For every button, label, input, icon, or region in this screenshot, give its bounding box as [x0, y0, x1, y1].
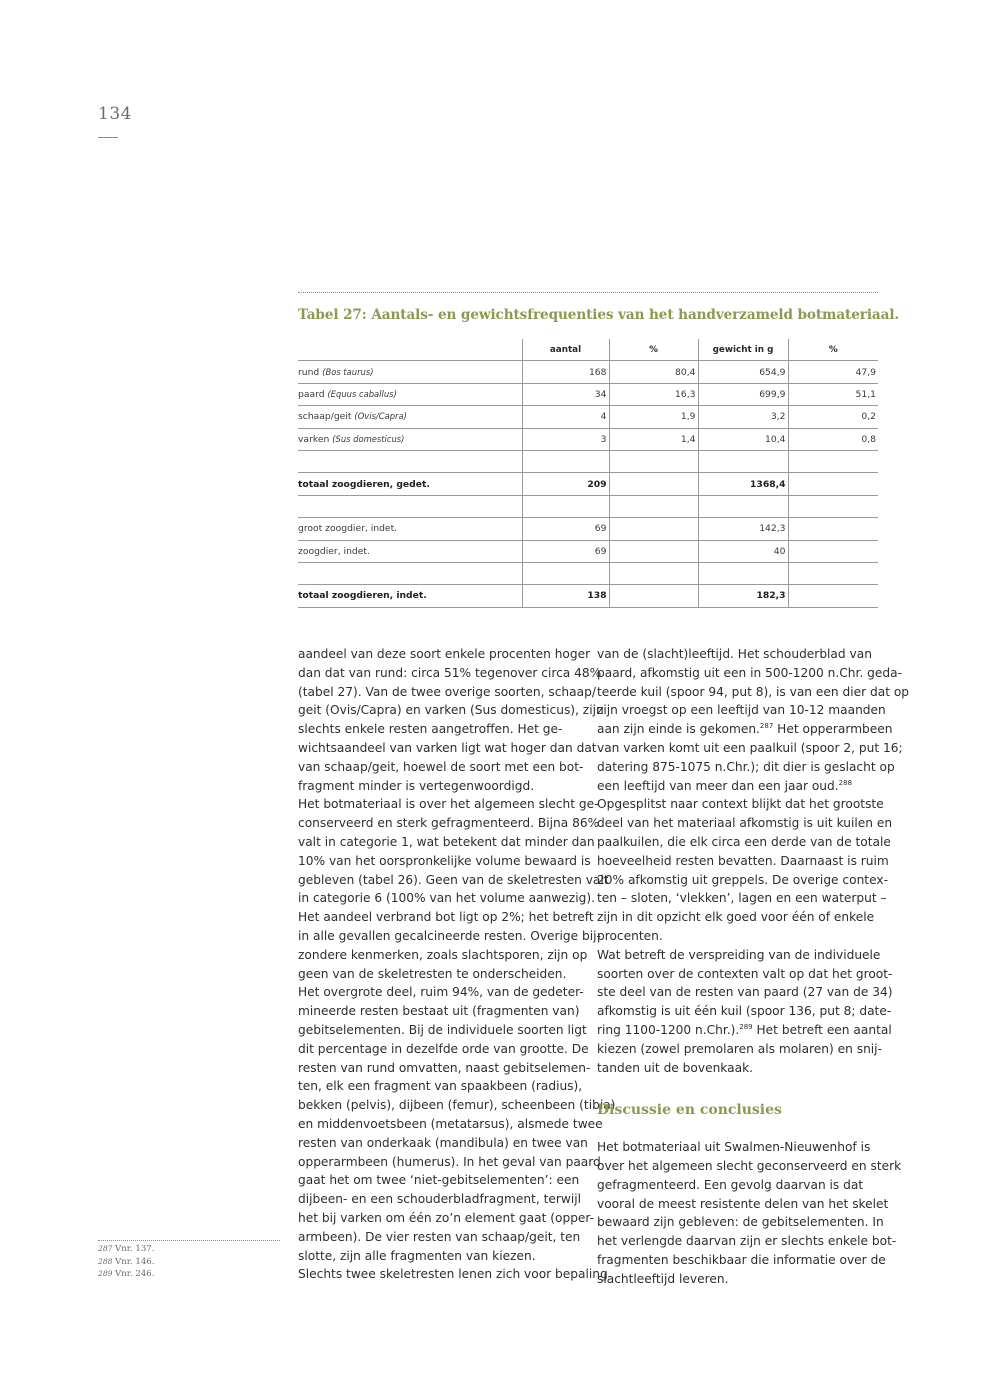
page-number-rule [98, 137, 118, 138]
cell-aantal: 209 [522, 473, 609, 495]
table-header-row [298, 339, 878, 361]
table-total-row [298, 473, 878, 495]
cell-pct-weight: 51,1 [788, 383, 878, 405]
cell-aantal: 168 [522, 361, 609, 383]
cell-aantal: 138 [522, 585, 609, 607]
cell-aantal: 3 [522, 428, 609, 450]
cell-gewicht: 40 [698, 540, 788, 562]
footnote-ref[interactable]: 289 [739, 1022, 753, 1031]
body-column-left [298, 645, 616, 1284]
table-row [298, 428, 878, 450]
table-spacer-row [298, 495, 878, 517]
table-header-pct: % [609, 339, 698, 361]
cell-gewicht: 654,9 [698, 361, 788, 383]
body-column-right [597, 645, 910, 1289]
row-label: schaap/geit (Ovis/Capra) [298, 406, 522, 428]
cell-pct-weight [788, 473, 878, 495]
cell-gewicht: 1368,4 [698, 473, 788, 495]
cell-pct-weight: 47,9 [788, 361, 878, 383]
table-row [298, 361, 878, 383]
footnote-number: 287 [98, 1244, 113, 1253]
row-label: paard (Equus caballus) [298, 383, 522, 405]
table-header-gewicht: gewicht in g [698, 339, 788, 361]
cell-pct-weight: 0,2 [788, 406, 878, 428]
footnote [98, 1243, 155, 1256]
cell-pct-weight: 0,8 [788, 428, 878, 450]
table-row [298, 406, 878, 428]
cell-pct: 1,4 [609, 428, 698, 450]
taxon-name: (Ovis/Capra) [354, 411, 407, 422]
cell-pct [609, 540, 698, 562]
table-row [298, 383, 878, 405]
table-spacer-row [298, 450, 878, 472]
table-header-aantal: aantal [522, 339, 609, 361]
footnote-number: 289 [98, 1269, 113, 1279]
footnote-text: Vnr. 137. [115, 1244, 155, 1254]
table-row [298, 518, 878, 540]
cell-pct-weight [788, 540, 878, 562]
footnote [98, 1268, 155, 1281]
cell-aantal: 69 [522, 540, 609, 562]
cell-pct-weight [788, 585, 878, 607]
footnote-rule [98, 1240, 280, 1241]
page-number: 134 [98, 104, 132, 124]
cell-pct: 1,9 [609, 406, 698, 428]
taxon-name: (Bos taurus) [322, 366, 374, 377]
cell-pct-weight [788, 518, 878, 540]
row-label: groot zoogdier, indet. [298, 518, 522, 540]
cell-gewicht: 182,3 [698, 585, 788, 607]
table-header-label [298, 339, 522, 361]
cell-gewicht: 142,3 [698, 518, 788, 540]
row-label: rund (Bos taurus) [298, 361, 522, 383]
cell-aantal: 34 [522, 383, 609, 405]
table-top-rule [298, 292, 878, 293]
row-label: totaal zoogdieren, gedet. [298, 473, 522, 495]
cell-pct: 16,3 [609, 383, 698, 405]
cell-gewicht: 10,4 [698, 428, 788, 450]
table-row [298, 540, 878, 562]
body-text-conclusion: Het botmateriaal uit Swalmen-Nieuwenhof is over het algemeen slecht geconserveerd en sterk gefragmenteerd. Een gevolg daarvan is dat vooral de meest resistente delen van het skelet bewaard zijn gebleven: de gebitselementen. In het verlengde daarvan zijn er slechts enkele bot- fragmenten beschikbaar die informatie over de slachtleeftijd leveren. [597, 1140, 902, 1286]
row-label: varken (Sus domesticus) [298, 428, 522, 450]
cell-gewicht: 699,9 [698, 383, 788, 405]
cell-pct [609, 518, 698, 540]
cell-aantal: 4 [522, 406, 609, 428]
cell-aantal: 69 [522, 518, 609, 540]
taxon-name: (Equus caballus) [327, 388, 397, 399]
table-total-row [298, 585, 878, 607]
cell-gewicht: 3,2 [698, 406, 788, 428]
section-heading: Discussie en conclusies [597, 1102, 782, 1119]
footnote-number: 288 [98, 1256, 113, 1266]
footnote-text: Vnr. 146. [115, 1256, 155, 1267]
taxon-name: (Sus domesticus) [332, 433, 405, 444]
table-caption: Tabel 27: Aantals- en gewichtsfrequenties van het handverzameld botmateriaal. [298, 307, 900, 323]
cell-pct [609, 473, 698, 495]
row-label: totaal zoogdieren, indet. [298, 585, 522, 607]
footnotes [98, 1243, 155, 1281]
frequency-table [298, 339, 878, 608]
footnote-ref[interactable]: 287 [759, 722, 774, 731]
row-label: zoogdier, indet. [298, 540, 522, 562]
footnote [98, 1256, 155, 1269]
table-spacer-row [298, 562, 878, 584]
footnote-ref[interactable]: 288 [838, 778, 853, 787]
table-header-pct-weight: % [788, 339, 878, 361]
body-text-left: aandeel van deze soort enkele procenten hoger dan dat van rund: circa 51% tegenover circa 48% (tabel 27). Van de twee overige soorten, schaap/ geit (Ovis/Capra) en varken (Sus domesticus), zijn slechts enkele resten aangetroffen. Het ge- wichtsaandeel van varken ligt wat hoger dan dat van schaap/geit, hoewel de soort met een bot- fragment minder is vertegenwoordigd. Het botmateriaal is over het algemeen slecht ge- conserveerd en sterk gefragmenteerd. Bijna 86% valt in categorie 1, wat betekent dat minder dan 10% van het oorspronkelijke volume bewaard is gebleven (tabel 26). Geen van de skeletresten valt in categorie 6 (100% van het volume aanwezig). Het aandeel verbrand bot ligt op 2%; het betreft in alle gevallen gecalcineerde resten. Overige bij- zondere kenmerken, zoals slachtsporen, zijn op geen van de skeletresten te onderscheiden. Het overgrote deel, ruim 94%, van de gedeter- mineerde resten bestaat uit (fragmenten van) gebitselementen. Bij de individuele soorten ligt dit percentage in dezelfde orde van grootte. De resten van rund omvatten, naast gebitselemen- ten, elk een fragment van spaakbeen (radius), bekken (pelvis), dijbeen (femur), scheenbeen (tibia) en middenvoetsbeen (metatarsus), alsmede twee resten van onderkaak (mandibula) en twee van opperarmbeen (humerus). In het geval van paard gaat het om twee ‘niet-gebitselementen’: een dijbeen- en een schouderbladfragment, terwijl het bij varken om één zo’n element gaat (opper- armbeen). De vier resten van schaap/geit, ten slotte, zijn alle fragmenten van kiezen. Slechts twee skeletresten lenen zich voor bepaling [298, 647, 616, 1282]
body-text-right: van de (slacht)leeftijd. Het schouderblad van paard, afkomstig uit een in 500-1200 n.Chr. geda- teerde kuil (spoor 94, put 8), is van een dier dat op zijn vroegst op een leeftijd van 10-12 maanden aan zijn einde is gekomen.$^{287}$ Het opperarmbeen van varken komt uit een paalkuil (spoor 2, put 16; datering 875-1075 n.Chr.); dit dier is geslacht op een leeftijd van meer dan een jaar oud.$^{288}$ Opgesplitst naar context blijkt dat het grootste deel van het materiaal afkomstig is uit kuilen en paalkuilen, die elk circa een derde van de totale hoeveelheid resten bevatten. Daarnaast is ruim 20% afkomstig uit greppels. De overige contex- ten – sloten, ‘vlekken’, lagen en een waterput – zijn in dit opzicht elk goed voor één of enkele procenten. Wat betreft de verspreiding van de individuele soorten over de contexten valt op dat het groot- ste deel van de resten van paard (27 van de 34) afkomstig is uit één kuil (spoor 136, put 8; date- ring 1100-1200 n.Chr.).$^{289}$ Het betreft een aantal kiezen (zowel premolaren als molaren) en snij- tanden uit de bovenkaak. [597, 647, 910, 1075]
cell-pct [609, 585, 698, 607]
footnote-text: Vnr. 246. [115, 1269, 155, 1280]
cell-pct: 80,4 [609, 361, 698, 383]
